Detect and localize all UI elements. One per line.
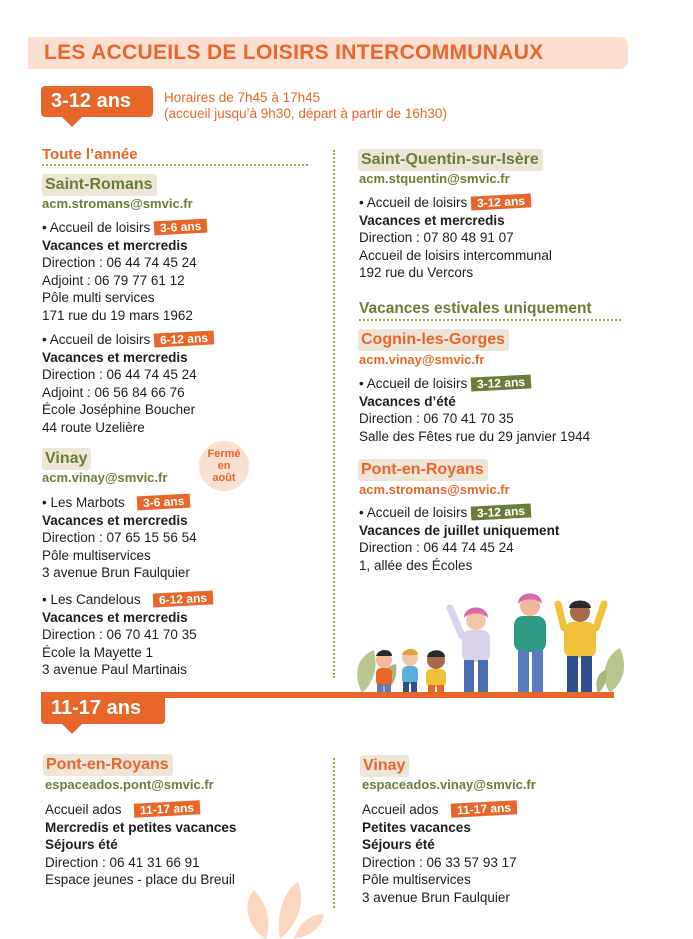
structure-type: Accueil de loisirs	[366, 505, 468, 520]
age-badge: 3-6 ans	[154, 219, 208, 236]
town-vinay: Vinay	[42, 448, 91, 470]
place: École la Mayette 1	[42, 644, 154, 660]
bullet-icon: •	[42, 332, 47, 347]
address: 1, allée des Écoles	[359, 557, 473, 573]
structure-type: Les Candelous	[50, 592, 141, 607]
dotted-divider	[359, 319, 621, 321]
town-cognin: Cognin-les-Gorges	[358, 329, 509, 351]
bullet-icon: •	[42, 592, 47, 607]
column-separator	[333, 758, 335, 908]
age-badge: 3-6 ans	[136, 494, 190, 511]
age-badge: 11-17 ans	[133, 800, 200, 817]
period: Vacances et mercredis	[42, 237, 188, 253]
period: Vacances et mercredis	[42, 609, 188, 625]
age-badge: 3-12 ans	[471, 503, 532, 520]
email-vinay[interactable]: acm.vinay@smvic.fr	[42, 470, 168, 485]
period: Mercredis et petites vacances	[45, 819, 237, 835]
period: Petites vacances	[362, 819, 471, 835]
hours-info	[164, 90, 447, 122]
vinay-ados-block	[362, 801, 517, 906]
adjoint-phone: Adjoint : 06 56 84 66 76	[42, 384, 185, 400]
email-cognin[interactable]: acm.vinay@smvic.fr	[359, 352, 485, 367]
address: 44 route Uzelière	[42, 419, 145, 435]
place: Salle des Fêtes rue du 29 janvier 1944	[359, 428, 591, 444]
direction-phone: Direction : 07 65 15 56 54	[42, 530, 197, 545]
structure-type: Accueil de loisirs	[49, 332, 151, 347]
bullet-icon: •	[359, 505, 364, 520]
ferme-line: en	[217, 460, 231, 472]
pont-en-royans-block	[359, 504, 559, 574]
period: Vacances et mercredis	[42, 349, 188, 365]
saint-quentin-block	[359, 194, 552, 282]
direction-phone: Direction : 06 41 31 66 91	[45, 854, 200, 870]
age-tab-11-17	[41, 693, 165, 724]
vinay-block-1	[42, 494, 197, 582]
direction-phone: Direction : 07 80 48 91 07	[359, 230, 514, 245]
ferme-line: Fermé	[207, 448, 241, 460]
place: École Joséphine Boucher	[42, 402, 196, 417]
email-saint-romans[interactable]: acm.stromans@smvic.fr	[42, 196, 193, 211]
place: Pôle multi services	[42, 290, 155, 305]
column-separator	[333, 150, 335, 678]
town-vinay-ados: Vinay	[360, 755, 409, 777]
period: Vacances et mercredis	[359, 212, 505, 228]
dotted-divider	[42, 164, 308, 166]
email-saint-quentin[interactable]: acm.stquentin@smvic.fr	[359, 171, 510, 186]
section-toute-annee: Toute l’année	[42, 146, 138, 163]
address: 192 rue du Vercors	[359, 265, 474, 280]
structure-type: Les Marbots	[50, 495, 125, 510]
page-title: LES ACCUEILS DE LOISIRS INTERCOMMUNAUX	[44, 41, 544, 64]
age-badge: 11-17 ans	[450, 800, 517, 817]
ferme-line: août	[212, 472, 236, 484]
place: Pôle multiservices	[362, 872, 471, 887]
period: Séjours été	[45, 837, 118, 852]
place: Accueil de loisirs intercommunal	[359, 247, 552, 263]
address: 3 avenue Paul Martinais	[42, 662, 187, 677]
age-badge: 6-12 ans	[154, 330, 215, 347]
cognin-block	[359, 375, 590, 445]
email-pont-en-royans-ados[interactable]: espaceados.pont@smvic.fr	[45, 777, 214, 792]
tab-pointer-icon	[61, 116, 83, 127]
period: Vacances de juillet uniquement	[359, 522, 560, 538]
bullet-icon: •	[359, 376, 364, 391]
age-tab-3-12	[41, 86, 153, 117]
saint-romans-block-1	[42, 219, 208, 324]
direction-phone: Direction : 06 33 57 93 17	[362, 854, 517, 870]
title-band	[28, 37, 628, 69]
structure-type: Accueil de loisirs	[49, 220, 151, 235]
pont-en-royans-ados-block	[45, 801, 236, 889]
vinay-block-2	[42, 591, 213, 679]
place: Espace jeunes - place du Breuil	[45, 872, 235, 887]
hours-line-2: (accueil jusqu’à 9h30, départ à partir de 16h30)	[164, 106, 447, 121]
address: 3 avenue Brun Faulquier	[362, 889, 510, 905]
direction-phone: Direction : 06 44 74 45 24	[359, 540, 514, 555]
age-tab-label: 3-12 ans	[51, 90, 132, 112]
address: 171 rue du 19 mars 1962	[42, 307, 193, 323]
town-saint-romans: Saint-Romans	[42, 174, 157, 196]
structure-type: Accueil ados	[45, 802, 122, 817]
structure-type: Accueil de loisirs	[366, 376, 468, 391]
hours-line-1: Horaires de 7h45 à 17h45	[164, 90, 321, 105]
tab-pointer-icon	[61, 723, 83, 734]
town-saint-quentin: Saint-Quentin-sur-Isère	[358, 149, 543, 171]
town-pont-en-royans-ados: Pont-en-Royans	[43, 754, 173, 776]
ferme-en-aout-badge	[199, 441, 249, 491]
bullet-icon: •	[359, 195, 364, 210]
period: Séjours été	[362, 837, 435, 852]
age-tab-label: 11-17 ans	[51, 697, 142, 719]
period: Vacances et mercredis	[42, 512, 188, 528]
direction-phone: Direction : 06 44 74 45 24	[42, 367, 197, 382]
town-pont-en-royans: Pont-en-Royans	[358, 459, 488, 481]
structure-type: Accueil ados	[362, 802, 439, 817]
bullet-icon: •	[42, 220, 47, 235]
bullet-icon: •	[42, 495, 47, 510]
place: Pôle multiservices	[42, 547, 151, 563]
saint-romans-block-2	[42, 331, 214, 436]
age-badge: 3-12 ans	[471, 374, 532, 391]
email-pont-en-royans[interactable]: acm.stromans@smvic.fr	[359, 482, 510, 497]
email-vinay-ados[interactable]: espaceados.vinay@smvic.fr	[362, 777, 536, 792]
direction-phone: Direction : 06 70 41 70 35	[359, 411, 514, 426]
direction-phone: Direction : 06 70 41 70 35	[42, 627, 197, 642]
period: Vacances d’été	[359, 393, 456, 409]
leaf-decoration	[236, 876, 326, 939]
direction-phone: Direction : 06 44 74 45 24	[42, 255, 197, 270]
children-illustration	[348, 578, 630, 696]
age-badge: 6-12 ans	[152, 590, 213, 607]
section-vacances-estivales: Vacances estivales uniquement	[359, 300, 592, 317]
address: 3 avenue Brun Faulquier	[42, 565, 190, 580]
age-badge: 3-12 ans	[471, 193, 532, 210]
structure-type: Accueil de loisirs	[366, 195, 468, 210]
adjoint-phone: Adjoint : 06 79 77 61 12	[42, 272, 185, 288]
